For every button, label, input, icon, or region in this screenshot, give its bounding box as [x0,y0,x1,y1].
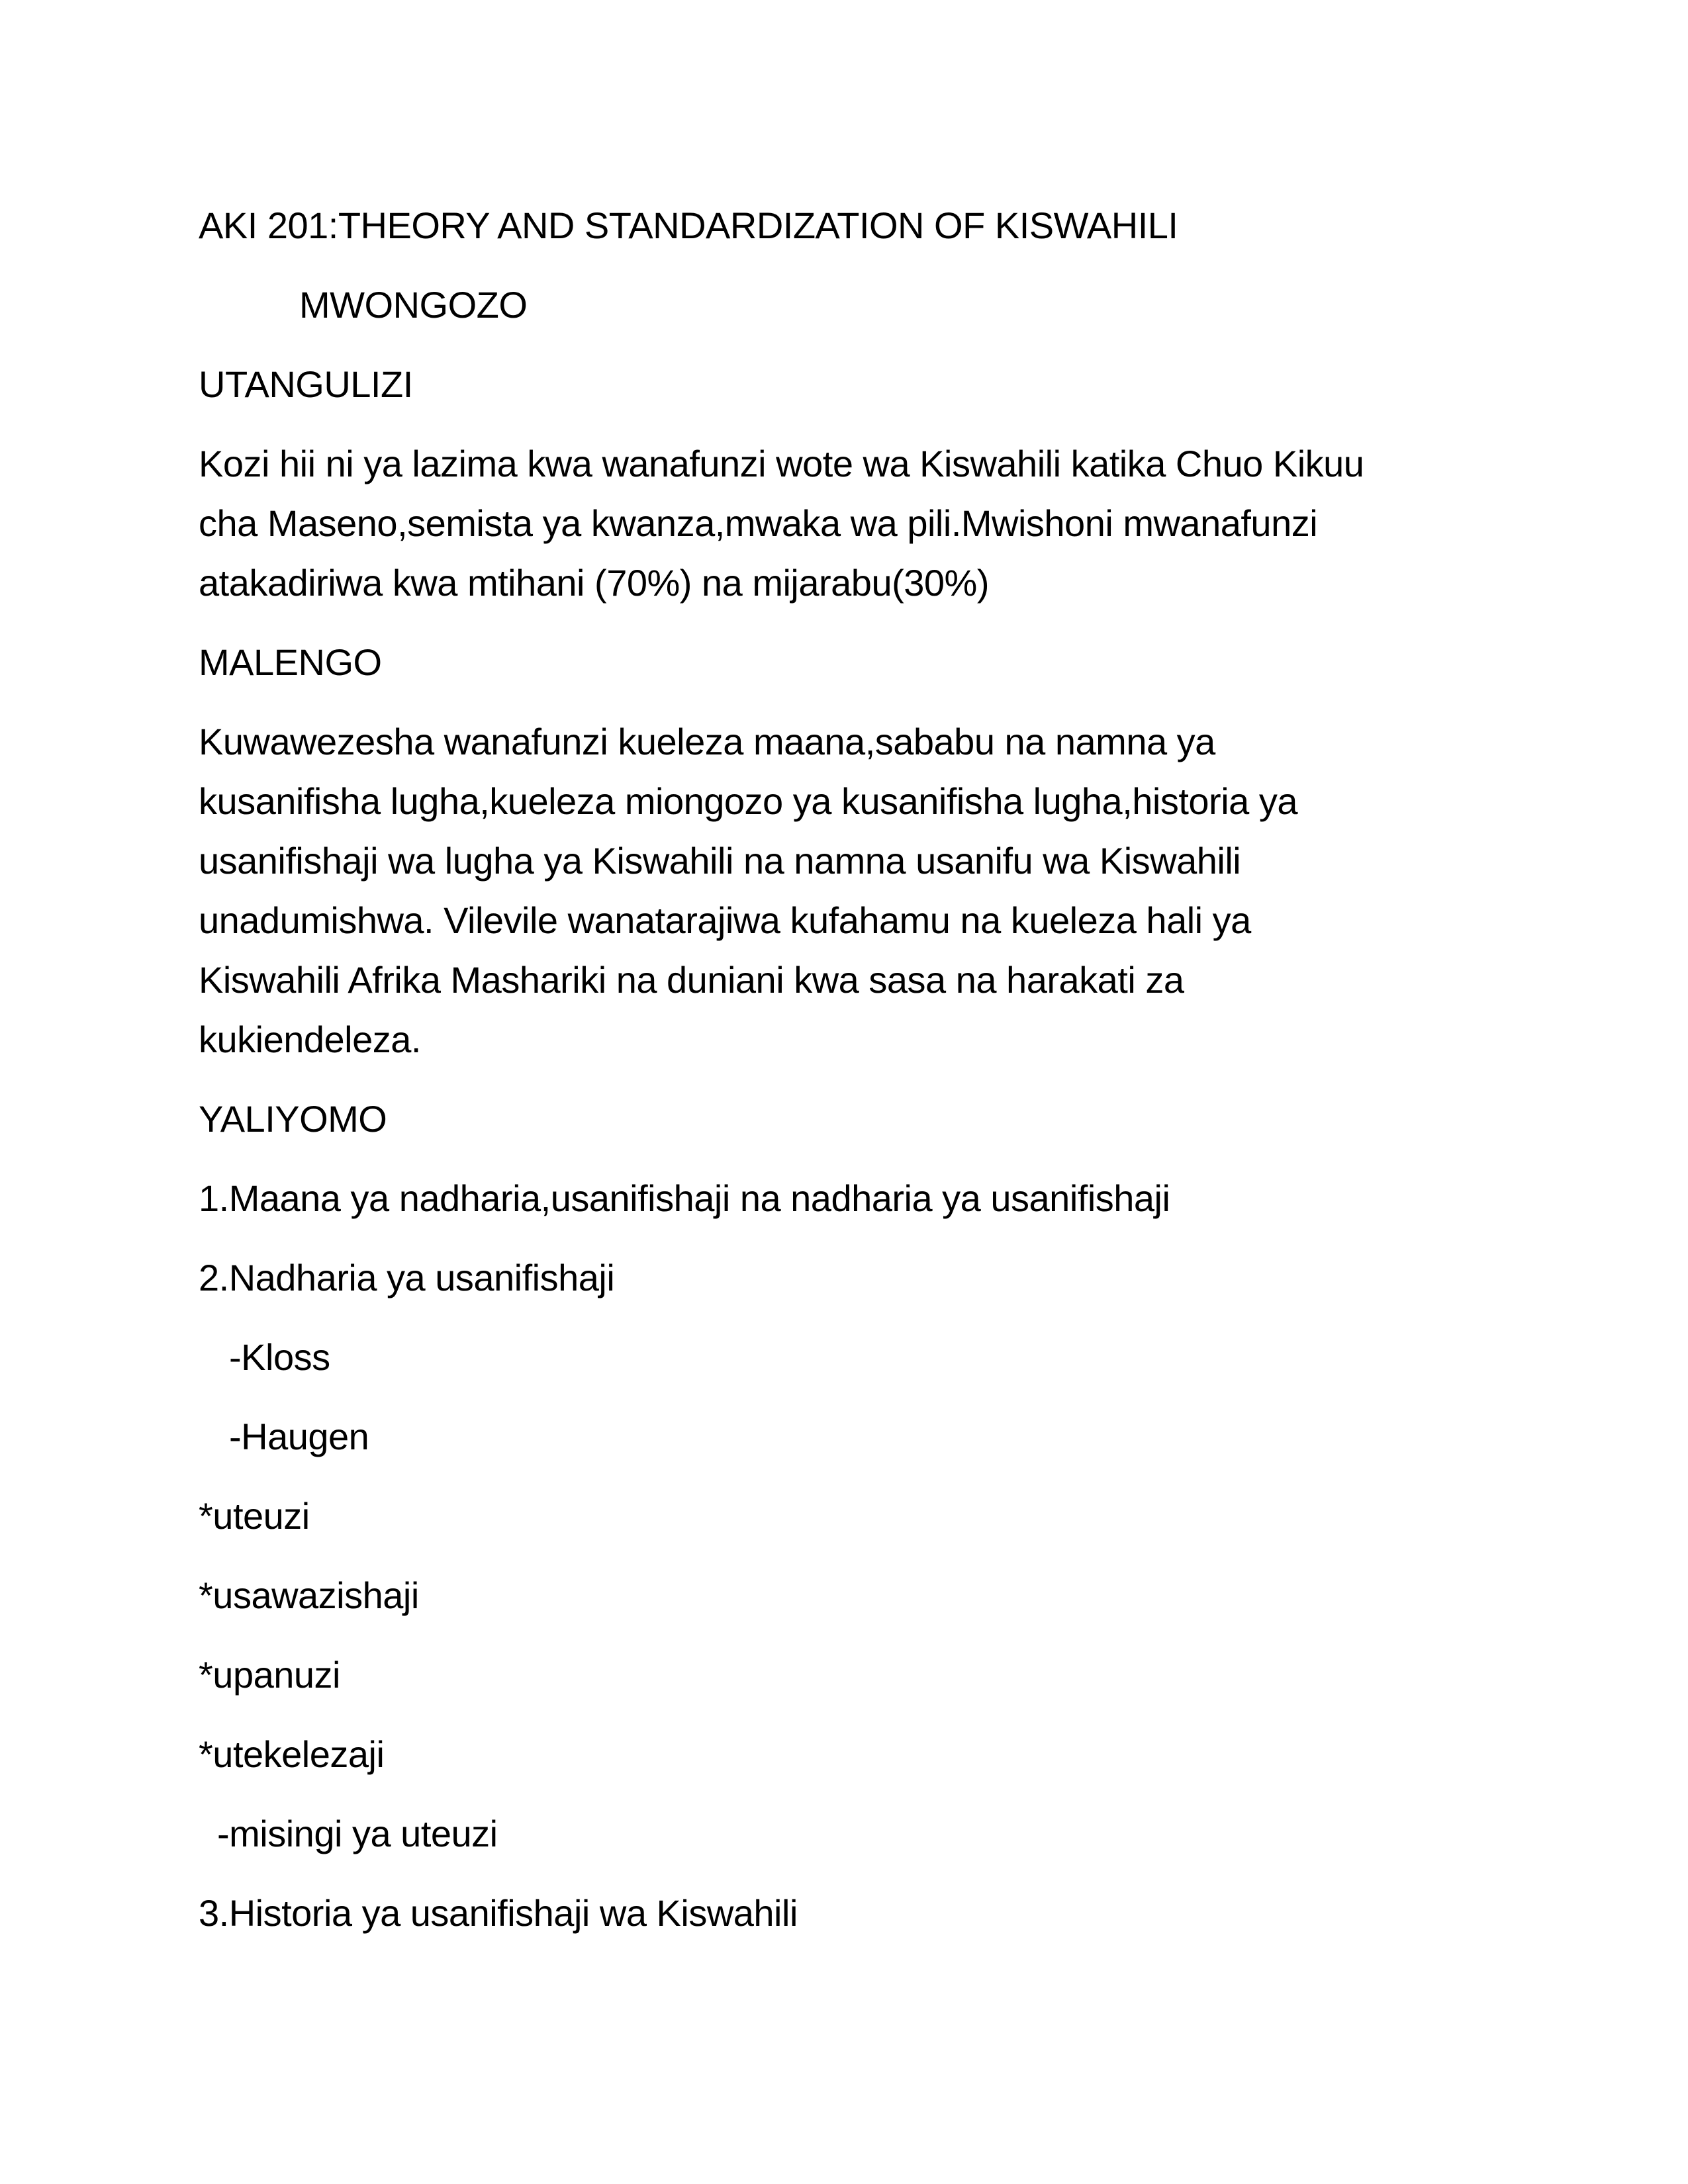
intro-heading: UTANGULIZI [199,363,413,405]
contents-item-text: 1.Maana ya nadharia,usanifishaji na nadharia ya usanifishaji [199,1177,1170,1219]
contents-item-text: 3.Historia ya usanifishaji wa Kiswahili [199,1892,798,1934]
contents-stage-uteuzi [199,1486,1542,1546]
contents-subitem-text: -Haugen [229,1416,369,1457]
objectives-paragraph [199,712,1542,1069]
objectives-paragraph-line: unadumishwa. Vilevile wanatarajiwa kufahamu na kueleza hali ya [199,899,1251,941]
intro-paragraph-line: atakadiriwa kwa mtihani (70%) na mijarabu(30%) [199,562,989,604]
intro-paragraph-line: Kozi hii ni ya lazima kwa wanafunzi wote wa Kiswahili katika Chuo Kikuu [199,443,1364,484]
contents-theorist-kloss [199,1328,1542,1387]
contents-item-2 [199,1248,1542,1308]
intro-paragraph-line: cha Maseno,semista ya kwanza,mwaka wa pili.Mwishoni mwanafunzi [199,502,1318,544]
objectives-paragraph-line: kusanifisha lugha,kueleza miongozo ya kusanifisha lugha,historia ya [199,780,1297,822]
contents-heading-block [199,1089,1542,1149]
contents-item-1 [199,1169,1542,1228]
contents-item-3 [199,1884,1542,1943]
objectives-paragraph-line: Kiswahili Afrika Mashariki na duniani kwa sasa na harakati za [199,959,1184,1001]
contents-stage-upanuzi [199,1645,1542,1705]
objectives-paragraph-line: usanifishaji wa lugha ya Kiswahili na namna usanifu wa Kiswahili [199,840,1241,882]
contents-star-item-text: *upanuzi [199,1654,340,1696]
contents-theorist-haugen [199,1407,1542,1467]
contents-star-item-text: *usawazishaji [199,1574,419,1616]
intro-heading-block [199,355,1542,414]
guide-heading: MWONGOZO [299,284,528,326]
objectives-paragraph-line: kukiendeleza. [199,1019,421,1060]
objectives-heading: MALENGO [199,641,382,683]
contents-star-item-text: *utekelezaji [199,1733,385,1775]
intro-paragraph [199,434,1542,613]
objectives-heading-block [199,633,1542,692]
contents-principles [199,1804,1542,1864]
guide-heading-block [199,275,1542,335]
contents-stage-usawazishaji [199,1566,1542,1625]
course-title-block [199,196,1542,255]
contents-star-item-text: *uteuzi [199,1495,310,1537]
contents-heading: YALIYOMO [199,1098,387,1140]
contents-subitem-text: -Kloss [229,1336,330,1378]
objectives-paragraph-line: Kuwawezesha wanafunzi kueleza maana,sababu na namna ya [199,721,1215,762]
contents-item-text: 2.Nadharia ya usanifishaji [199,1257,615,1298]
contents-stage-utekelezaji [199,1725,1542,1784]
document-content [199,196,1542,1963]
contents-subitem-text: -misingi ya uteuzi [217,1813,498,1854]
course-title: AKI 201:THEORY AND STANDARDIZATION OF KISWAHILI [199,205,1178,246]
